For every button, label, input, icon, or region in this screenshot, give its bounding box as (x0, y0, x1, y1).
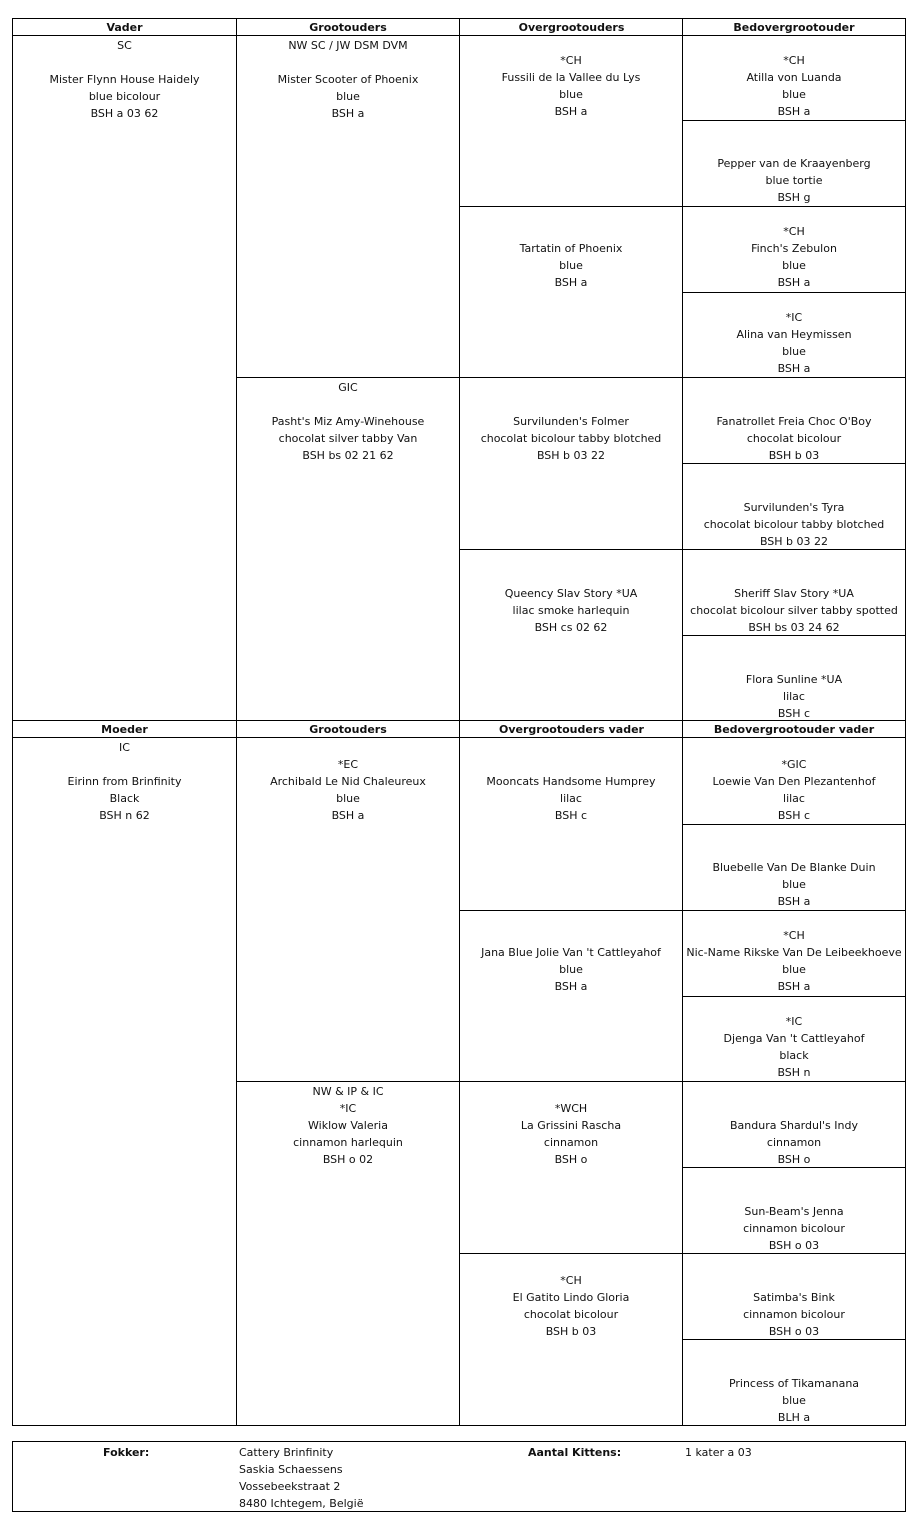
sire-great-grandparents-header: Overgrootouders (460, 19, 683, 36)
sire-section (12, 18, 906, 721)
dam-great-great-grandparents-header: Bedovergrootouder vader (683, 721, 905, 738)
sire-gg-grandparent-3: *CH Finch's Zebulon blue BSH a (751, 225, 837, 289)
sire-great-grandparent-3: Survilunden's Folmer chocolat bicolour tabby blotched BSH b 03 22 (480, 415, 662, 462)
sire-gg-grandparent-4: *IC Alina van Heymissen blue BSH a (736, 311, 852, 375)
dam-gg-grandparent-3: *CH Nic-Name Rikske Van De Leibeekhoeve blue BSH a (686, 929, 902, 993)
sire-gg-grandparent-8: Flora Sunline *UA lilac BSH c (745, 673, 843, 720)
dam-header: Moeder (13, 721, 236, 738)
dam-grandparent-1: *EC Archibald Le Nid Chaleureux blue BSH a (270, 758, 426, 822)
dam-entry: IC Eirinn from Brinfinity Black BSH n 62 (67, 741, 182, 822)
sire-grandparent-2: GIC Pasht's Miz Amy-Winehouse chocolat silver tabby Van BSH bs 02 21 62 (271, 381, 425, 462)
dam-great-grandparent-2: Jana Blue Jolie Van 't Cattleyahof blue BSH a (481, 946, 661, 993)
sire-gg-grandparent-2: Pepper van de Kraayenberg blue tortie BSH g (717, 157, 871, 204)
dam-grandparent-2: NW & IP & IC *IC Wiklow Valeria cinnamon harlequin BSH o 02 (293, 1085, 403, 1166)
dam-gg-grandparent-1: *GIC Loewie Van Den Plezantenhof lilac BSH c (712, 758, 876, 822)
sire-gg-grandparent-6: Survilunden's Tyra chocolat bicolour tabby blotched BSH b 03 22 (703, 501, 885, 548)
sire-grandparents-header: Grootouders (236, 19, 460, 36)
kittens-value: 1 kater a 03 (685, 1446, 752, 1459)
sire-great-grandparent-1: *CH Fussili de la Vallee du Lys blue BSH a (501, 54, 641, 118)
sire-gg-grandparent-7: Sheriff Slav Story *UA chocolat bicolour silver tabby spotted BSH bs 03 24 62 (690, 587, 898, 634)
dam-great-grandparent-1: Mooncats Handsome Humprey lilac BSH c (486, 775, 656, 822)
dam-great-grandparent-3: *WCH La Grissini Rascha cinnamon BSH o (520, 1102, 622, 1166)
sire-gg-grandparent-5: Fanatrollet Freia Choc O'Boy chocolat bicolour BSH b 03 (716, 415, 872, 462)
sire-header: Vader (13, 19, 236, 36)
breeder-details: Cattery Brinfinity Saskia Schaessens Vossebeekstraat 2 8480 Ichtegem, België (239, 1446, 364, 1510)
breeder-label: Fokker: (103, 1446, 150, 1459)
dam-section (12, 721, 906, 1426)
dam-gg-grandparent-8: Princess of Tikamanana blue BLH a (728, 1377, 860, 1424)
dam-great-grandparents-header: Overgrootouders vader (460, 721, 683, 738)
dam-gg-grandparent-4: *IC Djenga Van 't Cattleyahof black BSH n (723, 1015, 865, 1079)
sire-grandparent-1: NW SC / JW DSM DVM Mister Scooter of Phoenix blue BSH a (277, 39, 419, 120)
sire-entry: SC Mister Flynn House Haidely blue bicolour BSH a 03 62 (49, 39, 200, 120)
dam-grandparents-header: Grootouders (236, 721, 460, 738)
sire-great-great-grandparents-header: Bedovergrootouder (683, 19, 905, 36)
dam-great-grandparent-4: *CH El Gatito Lindo Gloria chocolat bicolour BSH b 03 (512, 1274, 630, 1338)
breeder-footer (12, 1441, 906, 1512)
dam-gg-grandparent-2: Bluebelle Van De Blanke Duin blue BSH a (712, 861, 876, 908)
sire-great-grandparent-2: Tartatin of Phoenix blue BSH a (519, 242, 623, 289)
kittens-label: Aantal Kittens: (528, 1446, 622, 1459)
dam-gg-grandparent-5: Bandura Shardul's Indy cinnamon BSH o (730, 1119, 858, 1166)
dam-gg-grandparent-6: Sun-Beam's Jenna cinnamon bicolour BSH o 03 (743, 1205, 845, 1252)
dam-gg-grandparent-7: Satimba's Bink cinnamon bicolour BSH o 03 (743, 1291, 845, 1338)
sire-great-grandparent-4: Queency Slav Story *UA lilac smoke harlequin BSH cs 02 62 (504, 587, 638, 634)
sire-gg-grandparent-1: *CH Atilla von Luanda blue BSH a (746, 54, 842, 118)
